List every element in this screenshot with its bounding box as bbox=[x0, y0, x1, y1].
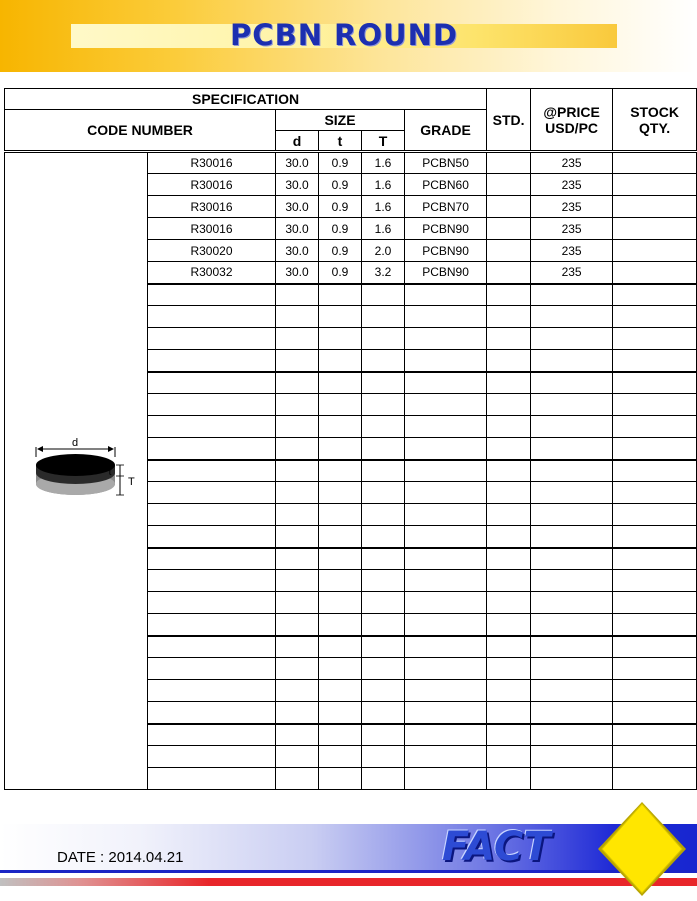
cell-std bbox=[487, 438, 531, 460]
cell-d bbox=[276, 372, 319, 394]
cell-std bbox=[487, 218, 531, 240]
size-header: SIZE bbox=[276, 110, 405, 131]
cell-t bbox=[319, 438, 362, 460]
cell-code: R30016 bbox=[148, 218, 276, 240]
cell-d bbox=[276, 416, 319, 438]
cell-grade: PCBN60 bbox=[405, 174, 487, 196]
cell-T bbox=[362, 658, 405, 680]
cell-T bbox=[362, 636, 405, 658]
cell-stock bbox=[613, 526, 697, 548]
stock-header-line1: STOCK bbox=[630, 103, 679, 120]
cell-code bbox=[148, 768, 276, 790]
cell-d bbox=[276, 394, 319, 416]
cell-t bbox=[319, 724, 362, 746]
cell-std bbox=[487, 746, 531, 768]
specification-header: SPECIFICATION bbox=[5, 89, 487, 110]
cell-T bbox=[362, 284, 405, 306]
cell-t: 0.9 bbox=[319, 218, 362, 240]
cell-grade: PCBN90 bbox=[405, 218, 487, 240]
cell-stock bbox=[613, 372, 697, 394]
diagram-label-d: d bbox=[71, 436, 79, 449]
cell-price bbox=[531, 438, 613, 460]
cell-d bbox=[276, 306, 319, 328]
cell-std bbox=[487, 482, 531, 504]
cell-d bbox=[276, 350, 319, 372]
cell-d bbox=[276, 284, 319, 306]
cell-stock bbox=[613, 504, 697, 526]
price-header-line2: USD/PC bbox=[545, 119, 599, 136]
cell-t bbox=[319, 482, 362, 504]
cell-stock bbox=[613, 614, 697, 636]
cell-T bbox=[362, 768, 405, 790]
cell-std bbox=[487, 768, 531, 790]
cell-std bbox=[487, 174, 531, 196]
cell-t bbox=[319, 702, 362, 724]
cell-stock bbox=[613, 570, 697, 592]
cell-d bbox=[276, 768, 319, 790]
cell-std bbox=[487, 702, 531, 724]
cell-grade bbox=[405, 768, 487, 790]
price-header bbox=[531, 89, 613, 152]
cell-t bbox=[319, 658, 362, 680]
cell-grade bbox=[405, 658, 487, 680]
cell-std bbox=[487, 614, 531, 636]
cell-t bbox=[319, 570, 362, 592]
cell-grade: PCBN90 bbox=[405, 262, 487, 284]
cell-stock bbox=[613, 482, 697, 504]
cell-stock bbox=[613, 592, 697, 614]
cell-grade bbox=[405, 328, 487, 350]
footer-line-blue bbox=[0, 870, 697, 873]
size-T-header: T bbox=[362, 131, 405, 152]
cell-code bbox=[148, 482, 276, 504]
cell-t bbox=[319, 394, 362, 416]
cell-grade bbox=[405, 394, 487, 416]
round-insert-icon bbox=[16, 435, 136, 505]
cell-t bbox=[319, 328, 362, 350]
cell-price bbox=[531, 350, 613, 372]
cell-T bbox=[362, 702, 405, 724]
cell-price bbox=[531, 372, 613, 394]
cell-price bbox=[531, 460, 613, 482]
price-header-line1: @PRICE bbox=[543, 103, 600, 120]
cell-price bbox=[531, 328, 613, 350]
cell-grade: PCBN50 bbox=[405, 152, 487, 174]
cell-T: 1.6 bbox=[362, 196, 405, 218]
cell-stock bbox=[613, 416, 697, 438]
cell-d: 30.0 bbox=[276, 152, 319, 174]
cell-std bbox=[487, 526, 531, 548]
cell-d bbox=[276, 592, 319, 614]
cell-price bbox=[531, 702, 613, 724]
cell-std bbox=[487, 394, 531, 416]
cell-t bbox=[319, 746, 362, 768]
cell-code bbox=[148, 592, 276, 614]
cell-price bbox=[531, 658, 613, 680]
cell-d bbox=[276, 680, 319, 702]
cell-std bbox=[487, 284, 531, 306]
cell-T bbox=[362, 548, 405, 570]
cell-grade bbox=[405, 350, 487, 372]
cell-stock bbox=[613, 394, 697, 416]
cell-std bbox=[487, 152, 531, 174]
cell-price: 235 bbox=[531, 152, 613, 174]
cell-stock bbox=[613, 746, 697, 768]
cell-price bbox=[531, 504, 613, 526]
cell-stock bbox=[613, 680, 697, 702]
cell-t: 0.9 bbox=[319, 152, 362, 174]
cell-price bbox=[531, 592, 613, 614]
cell-d bbox=[276, 504, 319, 526]
cell-t bbox=[319, 680, 362, 702]
cell-t bbox=[319, 350, 362, 372]
cell-grade bbox=[405, 702, 487, 724]
cell-price: 235 bbox=[531, 174, 613, 196]
cell-T bbox=[362, 328, 405, 350]
cell-code bbox=[148, 460, 276, 482]
cell-code bbox=[148, 724, 276, 746]
cell-stock bbox=[613, 702, 697, 724]
cell-stock bbox=[613, 460, 697, 482]
cell-price: 235 bbox=[531, 262, 613, 284]
cell-stock bbox=[613, 438, 697, 460]
cell-grade bbox=[405, 548, 487, 570]
cell-T bbox=[362, 746, 405, 768]
cell-price bbox=[531, 636, 613, 658]
cell-price bbox=[531, 724, 613, 746]
cell-price: 235 bbox=[531, 240, 613, 262]
cell-t bbox=[319, 636, 362, 658]
cell-d bbox=[276, 746, 319, 768]
cell-price bbox=[531, 306, 613, 328]
cell-stock bbox=[613, 218, 697, 240]
cell-std bbox=[487, 350, 531, 372]
cell-code bbox=[148, 636, 276, 658]
cell-std bbox=[487, 570, 531, 592]
cell-std bbox=[487, 658, 531, 680]
cell-t: 0.9 bbox=[319, 262, 362, 284]
cell-grade bbox=[405, 438, 487, 460]
cell-stock bbox=[613, 658, 697, 680]
cell-T bbox=[362, 438, 405, 460]
cell-d: 30.0 bbox=[276, 196, 319, 218]
cell-T bbox=[362, 482, 405, 504]
cell-grade: PCBN90 bbox=[405, 240, 487, 262]
cell-code: R30016 bbox=[148, 196, 276, 218]
cell-d bbox=[276, 636, 319, 658]
size-d-header: d bbox=[276, 131, 319, 152]
cell-price bbox=[531, 768, 613, 790]
cell-T: 2.0 bbox=[362, 240, 405, 262]
cell-T: 1.6 bbox=[362, 152, 405, 174]
cell-grade bbox=[405, 460, 487, 482]
cell-stock bbox=[613, 152, 697, 174]
cell-grade bbox=[405, 746, 487, 768]
fact-logo: FACT bbox=[442, 824, 551, 870]
cell-price: 235 bbox=[531, 196, 613, 218]
cell-t bbox=[319, 526, 362, 548]
stock-header bbox=[613, 89, 697, 152]
cell-code bbox=[148, 504, 276, 526]
cell-price bbox=[531, 394, 613, 416]
cell-code bbox=[148, 680, 276, 702]
cell-grade bbox=[405, 570, 487, 592]
cell-t: 0.9 bbox=[319, 174, 362, 196]
cell-std bbox=[487, 306, 531, 328]
cell-stock bbox=[613, 262, 697, 284]
cell-grade bbox=[405, 372, 487, 394]
cell-grade bbox=[405, 614, 487, 636]
cell-grade bbox=[405, 526, 487, 548]
cell-std bbox=[487, 196, 531, 218]
cell-T bbox=[362, 504, 405, 526]
cell-T bbox=[362, 350, 405, 372]
specification-table bbox=[4, 88, 697, 790]
cell-d bbox=[276, 724, 319, 746]
cell-T bbox=[362, 614, 405, 636]
cell-code bbox=[148, 416, 276, 438]
cell-code bbox=[148, 350, 276, 372]
cell-t bbox=[319, 460, 362, 482]
cell-grade bbox=[405, 284, 487, 306]
cell-t bbox=[319, 548, 362, 570]
diagram-label-t: t bbox=[108, 466, 112, 478]
cell-t bbox=[319, 614, 362, 636]
page-title: PCBN ROUND bbox=[230, 18, 458, 52]
cell-T: 3.2 bbox=[362, 262, 405, 284]
cell-grade bbox=[405, 416, 487, 438]
table-row bbox=[5, 152, 697, 174]
cell-t bbox=[319, 372, 362, 394]
cell-t bbox=[319, 592, 362, 614]
footer-line-red bbox=[0, 878, 697, 886]
date-label: DATE : 2014.04.21 bbox=[57, 849, 184, 866]
cell-std bbox=[487, 724, 531, 746]
cell-stock bbox=[613, 350, 697, 372]
cell-stock bbox=[613, 636, 697, 658]
cell-price bbox=[531, 614, 613, 636]
cell-d: 30.0 bbox=[276, 262, 319, 284]
cell-code bbox=[148, 284, 276, 306]
stock-header-line2: QTY. bbox=[639, 119, 671, 136]
cell-d bbox=[276, 438, 319, 460]
cell-d bbox=[276, 658, 319, 680]
cell-d bbox=[276, 328, 319, 350]
cell-T: 1.6 bbox=[362, 218, 405, 240]
cell-price bbox=[531, 570, 613, 592]
cell-price bbox=[531, 746, 613, 768]
cell-t bbox=[319, 284, 362, 306]
cell-t bbox=[319, 306, 362, 328]
cell-code bbox=[148, 372, 276, 394]
cell-T bbox=[362, 460, 405, 482]
cell-code bbox=[148, 658, 276, 680]
cell-code bbox=[148, 328, 276, 350]
table-body bbox=[5, 152, 697, 790]
cell-d: 30.0 bbox=[276, 218, 319, 240]
cell-stock bbox=[613, 284, 697, 306]
size-t-header: t bbox=[319, 131, 362, 152]
cell-stock bbox=[613, 548, 697, 570]
cell-std bbox=[487, 460, 531, 482]
cell-T bbox=[362, 394, 405, 416]
cell-t bbox=[319, 768, 362, 790]
cell-code bbox=[148, 306, 276, 328]
cell-std bbox=[487, 548, 531, 570]
diagram-label-T: T bbox=[128, 475, 135, 488]
cell-grade bbox=[405, 724, 487, 746]
cell-code bbox=[148, 526, 276, 548]
cell-d: 30.0 bbox=[276, 174, 319, 196]
cell-T bbox=[362, 680, 405, 702]
cell-code bbox=[148, 548, 276, 570]
cell-std bbox=[487, 504, 531, 526]
cell-std bbox=[487, 592, 531, 614]
cell-stock bbox=[613, 174, 697, 196]
cell-grade bbox=[405, 680, 487, 702]
cell-code bbox=[148, 614, 276, 636]
cell-std bbox=[487, 262, 531, 284]
std-header: STD. bbox=[487, 89, 531, 152]
cell-std bbox=[487, 372, 531, 394]
cell-T bbox=[362, 526, 405, 548]
grade-header: GRADE bbox=[405, 110, 487, 152]
cell-stock bbox=[613, 306, 697, 328]
cell-price bbox=[531, 284, 613, 306]
cell-d bbox=[276, 482, 319, 504]
cell-stock bbox=[613, 196, 697, 218]
cell-grade: PCBN70 bbox=[405, 196, 487, 218]
cell-code bbox=[148, 746, 276, 768]
cell-code: R30016 bbox=[148, 174, 276, 196]
cell-stock bbox=[613, 328, 697, 350]
cell-stock bbox=[613, 240, 697, 262]
cell-stock bbox=[613, 724, 697, 746]
cell-code bbox=[148, 438, 276, 460]
cell-code: R30016 bbox=[148, 152, 276, 174]
cell-T: 1.6 bbox=[362, 174, 405, 196]
cell-grade bbox=[405, 592, 487, 614]
cell-grade bbox=[405, 504, 487, 526]
product-image-cell bbox=[5, 152, 148, 790]
cell-price bbox=[531, 680, 613, 702]
cell-code: R30020 bbox=[148, 240, 276, 262]
cell-T bbox=[362, 306, 405, 328]
cell-d bbox=[276, 548, 319, 570]
cell-std bbox=[487, 240, 531, 262]
cell-T bbox=[362, 724, 405, 746]
cell-T bbox=[362, 570, 405, 592]
cell-t: 0.9 bbox=[319, 196, 362, 218]
cell-price bbox=[531, 416, 613, 438]
cell-code bbox=[148, 702, 276, 724]
cell-d bbox=[276, 460, 319, 482]
cell-t: 0.9 bbox=[319, 240, 362, 262]
cell-d bbox=[276, 570, 319, 592]
cell-d: 30.0 bbox=[276, 240, 319, 262]
cell-std bbox=[487, 416, 531, 438]
cell-d bbox=[276, 526, 319, 548]
cell-grade bbox=[405, 306, 487, 328]
cell-std bbox=[487, 328, 531, 350]
cell-T bbox=[362, 372, 405, 394]
diamond-logo-icon bbox=[596, 800, 688, 898]
cell-code: R30032 bbox=[148, 262, 276, 284]
cell-code bbox=[148, 394, 276, 416]
cell-grade bbox=[405, 482, 487, 504]
cell-stock bbox=[613, 768, 697, 790]
cell-price bbox=[531, 482, 613, 504]
cell-std bbox=[487, 636, 531, 658]
cell-T bbox=[362, 416, 405, 438]
cell-code bbox=[148, 570, 276, 592]
cell-price bbox=[531, 548, 613, 570]
cell-price: 235 bbox=[531, 218, 613, 240]
cell-T bbox=[362, 592, 405, 614]
cell-price bbox=[531, 526, 613, 548]
code-number-header: CODE NUMBER bbox=[5, 110, 276, 152]
cell-std bbox=[487, 680, 531, 702]
cell-grade bbox=[405, 636, 487, 658]
cell-t bbox=[319, 416, 362, 438]
cell-d bbox=[276, 702, 319, 724]
cell-d bbox=[276, 614, 319, 636]
cell-t bbox=[319, 504, 362, 526]
